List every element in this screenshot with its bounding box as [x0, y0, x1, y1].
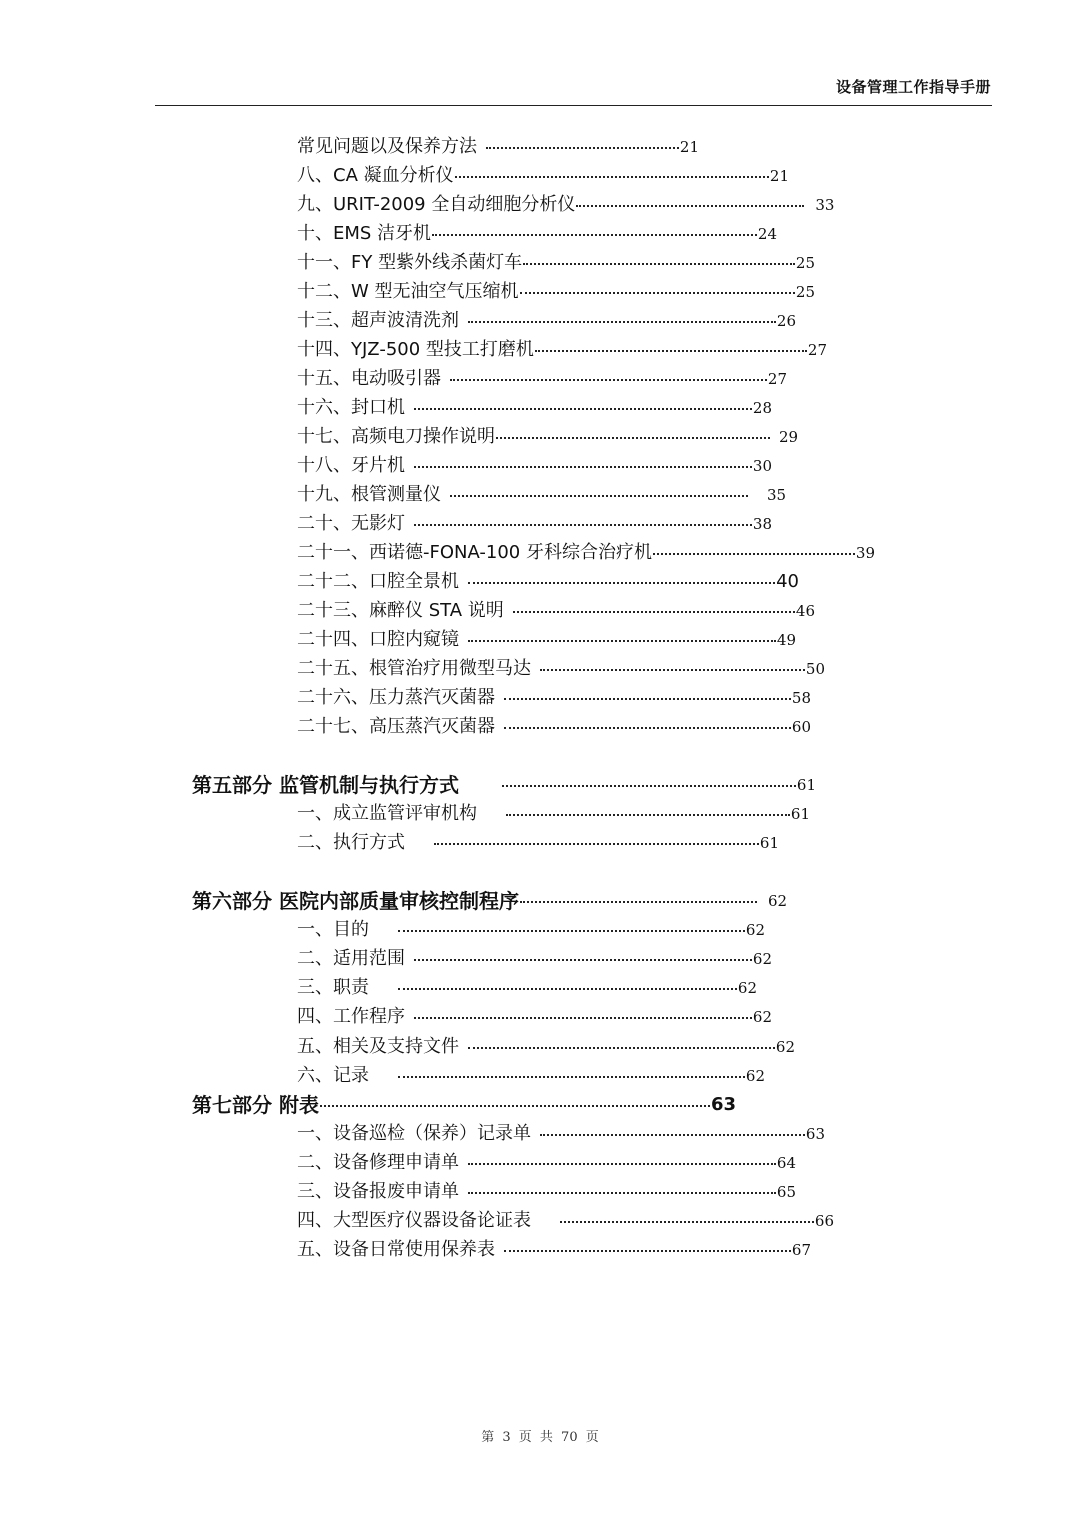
toc-entry[interactable]: 二十二、口腔全景机 40 [297, 571, 799, 592]
toc-entry[interactable]: 二十七、高压蒸汽灭菌器 60 [297, 716, 811, 737]
toc-entry[interactable]: 三、职责 62 [297, 977, 757, 998]
leader-dots [535, 350, 807, 352]
leader-dots [504, 698, 791, 700]
toc-entry[interactable]: 六、记录 62 [297, 1065, 765, 1086]
toc-entry[interactable]: 二十六、压力蒸汽灭菌器 58 [297, 687, 811, 708]
leader-dots [450, 495, 748, 497]
leader-dots [398, 1076, 745, 1078]
leader-dots [540, 669, 805, 671]
leader-dots [486, 147, 679, 149]
running-header: 设备管理工作指导手册 [835, 78, 991, 96]
toc-entry[interactable]: 四、工作程序 62 [297, 1006, 772, 1027]
leader-dots [468, 1047, 775, 1049]
leader-dots [414, 524, 752, 526]
toc-entry[interactable]: 二十四、口腔内窥镜 49 [297, 629, 796, 650]
leader-dots [560, 1221, 814, 1223]
toc-entry[interactable]: 一、目的 62 [297, 919, 765, 940]
leader-dots [414, 466, 752, 468]
toc-entry[interactable]: 常见问题以及保养方法 21 [297, 136, 699, 157]
leader-dots [450, 379, 767, 381]
leader-dots [468, 582, 775, 584]
toc-entry[interactable]: 一、设备巡检（保养）记录单 63 [297, 1123, 825, 1144]
toc-entry[interactable]: 十、EMS 洁牙机 24 [297, 223, 777, 244]
toc-entry[interactable]: 二十、无影灯 38 [297, 513, 772, 534]
toc-entry[interactable]: 三、设备报废申请单 65 [297, 1181, 796, 1202]
toc-entry[interactable]: 十一、FY 型紫外线杀菌灯车 25 [297, 252, 815, 273]
leader-dots [320, 1105, 710, 1107]
toc-entry[interactable]: 十七、高频电刀操作说明 29 [297, 426, 799, 447]
toc-entry[interactable]: 九、URIT-2009 全自动细胞分析仪 33 [297, 194, 835, 215]
toc-entry[interactable]: 十四、YJZ-500 型技工打磨机 27 [297, 339, 827, 360]
leader-dots [414, 1017, 752, 1019]
leader-dots [414, 959, 752, 961]
leader-dots [523, 263, 795, 265]
leader-dots [520, 292, 795, 294]
toc-entry[interactable]: 五、设备日常使用保养表 67 [297, 1239, 811, 1260]
toc-entry[interactable]: 八、CA 凝血分析仪 21 [297, 165, 789, 186]
leader-dots [468, 640, 776, 642]
leader-dots [432, 234, 757, 236]
toc-entry[interactable]: 四、大型医疗仪器设备论证表 66 [297, 1210, 834, 1231]
toc-entry[interactable]: 五、相关及支持文件 62 [297, 1036, 795, 1057]
leader-dots [398, 930, 745, 932]
leader-dots [502, 785, 796, 787]
toc-entry[interactable]: 二十三、麻醉仪 STA 说明 46 [297, 600, 815, 621]
toc-entry[interactable]: 二十一、西诺德-FONA-100 牙科综合治疗机 39 [297, 542, 875, 563]
toc-entry[interactable]: 一、成立监管评审机构 61 [297, 803, 810, 824]
leader-dots [504, 727, 791, 729]
toc-entry[interactable]: 二、设备修理申请单 64 [297, 1152, 796, 1173]
leader-dots [520, 901, 757, 903]
leader-dots [434, 843, 759, 845]
toc-part-heading[interactable]: 第六部分 医院内部质量审核控制程序 62 [192, 889, 788, 913]
toc-entry[interactable]: 十八、牙片机 30 [297, 455, 772, 476]
toc-entry[interactable]: 二、执行方式 61 [297, 832, 779, 853]
toc-entry[interactable]: 十二、W 型无油空气压缩机 25 [297, 281, 815, 302]
leader-dots [468, 321, 776, 323]
toc-entry[interactable]: 二、适用范围 62 [297, 948, 772, 969]
leader-dots [468, 1192, 776, 1194]
toc-entry[interactable]: 十六、封口机 28 [297, 397, 772, 418]
leader-dots [506, 814, 790, 816]
leader-dots [414, 408, 752, 410]
leader-dots [455, 176, 769, 178]
leader-dots [468, 1163, 776, 1165]
toc-entry[interactable]: 十九、根管测量仪 35 [297, 484, 787, 505]
toc-part-heading[interactable]: 第七部分 附表 63 [192, 1093, 736, 1117]
leader-dots [576, 205, 804, 207]
leader-dots [398, 988, 737, 990]
toc-entry[interactable]: 十三、超声波清洗剂 26 [297, 310, 796, 331]
toc-part-heading[interactable]: 第五部分 监管机制与执行方式 61 [192, 773, 816, 797]
leader-dots [504, 1250, 791, 1252]
page-footer: 第 3 页 共 70 页 [481, 1430, 599, 1445]
leader-dots [513, 611, 795, 613]
toc-entry[interactable]: 十五、电动吸引器 27 [297, 368, 787, 389]
leader-dots [540, 1134, 805, 1136]
toc-entry[interactable]: 二十五、根管治疗用微型马达 50 [297, 658, 825, 679]
leader-dots [496, 437, 770, 439]
leader-dots [653, 553, 855, 555]
